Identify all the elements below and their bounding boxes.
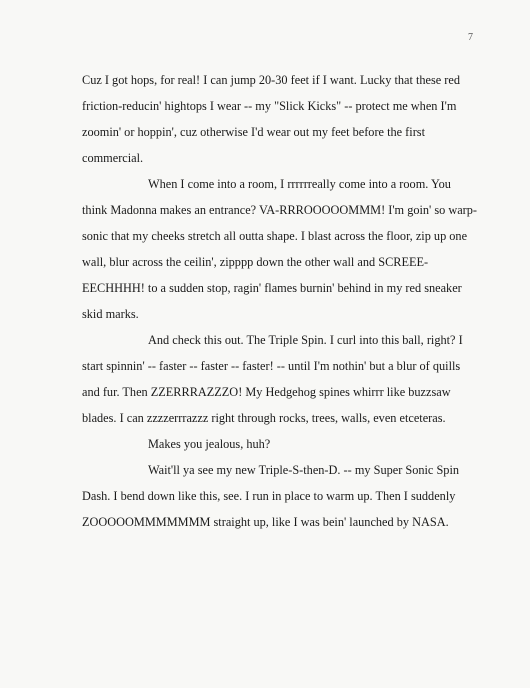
paragraph-4: Makes you jealous, huh? — [148, 437, 271, 451]
page-number: 7 — [468, 32, 473, 43]
paragraph-2: When I come into a room, I rrrrrreally come into a room. You think Madonna makes an entrance? VA-RRROOOOOMMM! I'm goin' so warp-sonic that my cheeks stretch all outta shape. I blast across the floor, zip up one wall, blur across the ceilin', zipppp down the other wall and SCREEE-EECHHHH! to a sudden stop, ragin' flames burnin' behind in my red sneaker skid marks. — [82, 177, 478, 321]
paragraph-5: Wait'll ya see my new Triple-S-then-D. -- my Super Sonic Spin Dash. I bend down like this, see. I run in place to warm up. Then I suddenly ZOOOOOMMMMMMM straight up, like I was bein' launched by NASA. — [82, 463, 460, 529]
paragraph-1: Cuz I got hops, for real! I can jump 20-30 feet if I want. Lucky that these red friction-reducin' hightops I wear -- my "Slick Kicks" -- protect me when I'm zoomin' or hoppin', cuz otherwise I'd wear out my feet before the first commercial. — [82, 73, 461, 165]
document-body — [82, 67, 478, 535]
paragraph-3: And check this out. The Triple Spin. I curl into this ball, right? I start spinnin' -- faster -- faster -- faster! -- until I'm nothin' but a blur of quills and fur. Then ZZERRRAZZZO! My Hedgehog spines whirrr like buzzsaw blades. I can zzzzerrrazzz right through rocks, trees, walls, even etceteras. — [82, 333, 463, 425]
